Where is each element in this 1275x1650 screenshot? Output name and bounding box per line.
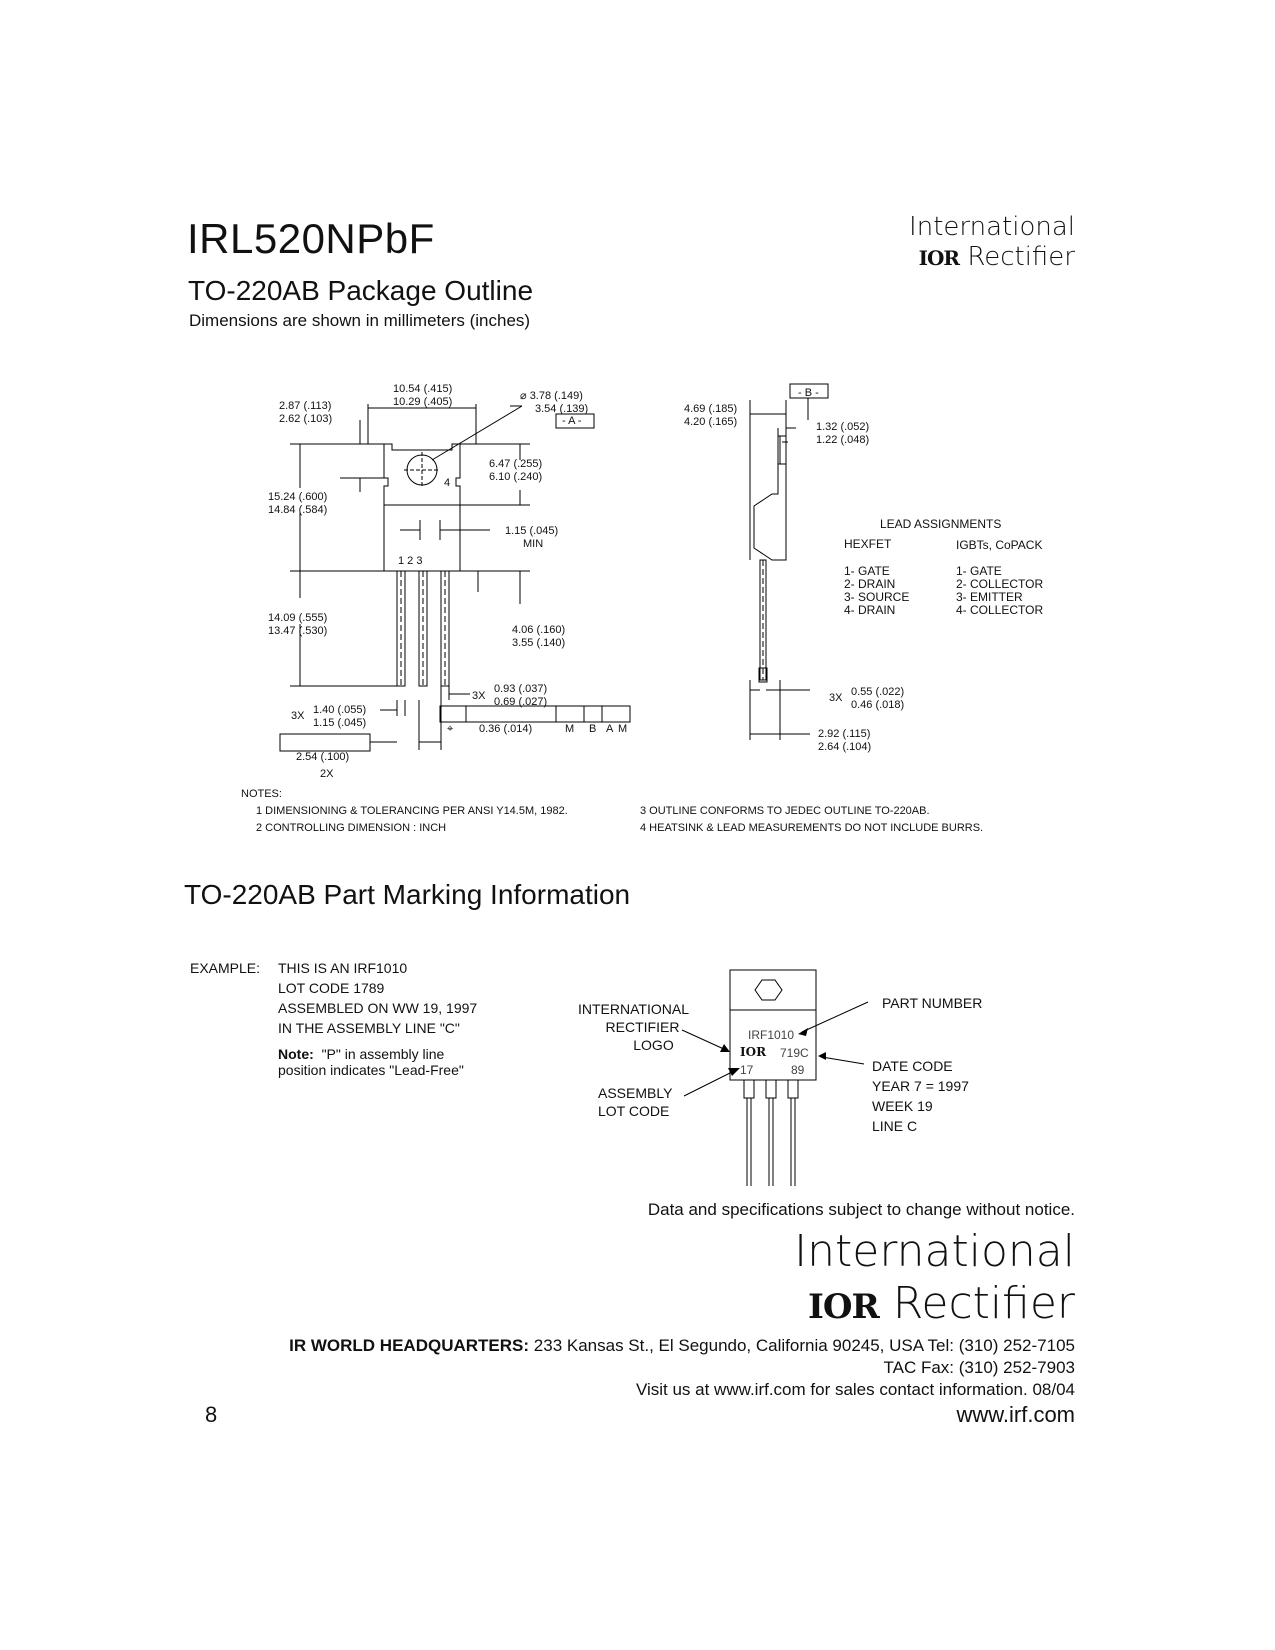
chip-part: IRF1010 <box>748 1028 795 1042</box>
dim-hole: ⌀ 3.78 (.149) <box>520 390 583 402</box>
dim-side-thickness: 4.69 (.185) 4.20 (.165) <box>684 403 738 428</box>
footer-brand-line-1: International <box>794 1226 1075 1277</box>
note-2: 2 CONTROLLING DIMENSION : INCH <box>256 822 447 834</box>
dim-tab-height: 6.47 (.255) 6.10 (.240) <box>489 458 543 483</box>
note-4: 4 HEATSINK & LEAD MEASUREMENTS DO NOT INCLUDE BURRS. <box>640 822 984 834</box>
disclaimer: Data and specifications subject to change without notice. <box>647 1200 1075 1219</box>
tol-m2: M <box>618 723 628 735</box>
footer-url: www.irf.com <box>956 1402 1075 1427</box>
brand-line-1: International <box>909 212 1075 242</box>
lead-col2-head: IGBTs, CoPACK <box>956 538 1043 552</box>
dim-3x-c: 3X <box>829 692 843 704</box>
chip-lot-1: 17 <box>740 1063 754 1077</box>
dim-lead-length: 14.09 (.555) 13.47 (.530) <box>268 612 328 637</box>
footer-brand-line-2: Rectifier <box>892 1278 1075 1329</box>
lead-assignments-title: LEAD ASSIGNMENTS <box>880 517 1002 531</box>
dim-2x: 2X <box>320 768 334 780</box>
dim-width: 10.54 (.415) 10.29 (.405) <box>393 383 453 408</box>
tac-fax: TAC Fax: (310) 252-7903 <box>883 1358 1075 1377</box>
page-title: IRL520NPbF <box>187 215 435 262</box>
chip-lot-2: 89 <box>791 1063 805 1077</box>
lead-col1-head: HEXFET <box>844 537 892 551</box>
date-code-callout: DATE CODE YEAR 7 = 1997 WEEK 19 LINE C <box>872 1058 969 1134</box>
outline-title: TO-220AB Package Outline <box>188 275 534 306</box>
tol-b: B <box>589 723 597 735</box>
visit-line: Visit us at www.irf.com for sales contact information. 08/04 <box>635 1380 1075 1399</box>
marking-title: TO-220AB Part Marking Information <box>184 879 631 910</box>
outline-subtitle: Dimensions are shown in millimeters (inches) <box>189 311 531 330</box>
dim-lead-width: 0.93 (.037) 0.69 (.027) <box>494 683 548 708</box>
tol-a: A <box>606 723 614 735</box>
footer-brand-logo <box>794 1226 1075 1333</box>
dim-lead-shoulder: 4.06 (.160) 3.55 (.140) <box>512 624 566 649</box>
lead-col2-list: 1- GATE 2- COLLECTOR 3- EMITTER 4- COLLECTOR <box>956 564 1044 617</box>
dim-lead-shoulder-width: 1.40 (.055) 1.15 (.045) <box>313 704 367 729</box>
lead-free-note: Note: "P" in assembly line position indicates "Lead-Free" <box>278 1046 464 1078</box>
dim-body-height: 15.24 (.600) 14.84 (.584) <box>268 491 328 516</box>
dim-lead-min: 1.15 (.045) MIN <box>505 525 559 550</box>
ior-logo-icon: IOR <box>918 246 960 270</box>
logo-callout: INTERNATIONAL RECTIFIER LOGO <box>578 1001 689 1053</box>
part-number-callout: PART NUMBER <box>882 995 983 1011</box>
pin-labels: 1 2 3 <box>398 555 423 567</box>
dim-lead-thickness: 0.55 (.022) 0.46 (.018) <box>851 686 905 711</box>
hq-address: IR WORLD HEADQUARTERS: 233 Kansas St., El Segundo, California 90245, USA Tel: (310) 252-7105 <box>289 1336 1075 1355</box>
dim-pitch: 2.54 (.100) <box>296 751 350 763</box>
position-icon: ⌖ <box>447 723 454 735</box>
footer-ior-logo-icon: IOR <box>808 1287 879 1327</box>
dim-lead-offset: 2.92 (.115) 2.64 (.104) <box>818 728 872 753</box>
dim-tab-thickness: 1.32 (.052) 1.22 (.048) <box>816 421 870 446</box>
chip-ior-logo-icon: IOR <box>740 1045 767 1059</box>
datum-b: - B - <box>798 387 819 399</box>
note-3: 3 OUTLINE CONFORMS TO JEDEC OUTLINE TO-220AB. <box>640 805 930 817</box>
tol-m1: M <box>565 723 575 735</box>
notes-label: NOTES: <box>241 788 282 800</box>
pin-4-label: 4 <box>444 477 451 489</box>
example-label: EXAMPLE: <box>190 960 261 976</box>
note-1: 1 DIMENSIONING & TOLERANCING PER ANSI Y14.5M, 1982. <box>256 805 568 817</box>
dim-tab-top: 2.87 (.113) 2.62 (.103) <box>279 400 333 425</box>
dim-3x-a: 3X <box>472 690 486 702</box>
page-number: 8 <box>205 1402 218 1427</box>
assembly-callout: ASSEMBLY LOT CODE <box>598 1085 673 1119</box>
tolerance-value: 0.36 (.014) <box>479 723 533 735</box>
dim-hole-2: 3.54 (.139) <box>535 403 589 415</box>
dim-3x-b: 3X <box>291 710 305 722</box>
example-lines: THIS IS AN IRF1010 LOT CODE 1789 ASSEMBLED ON WW 19, 1997 IN THE ASSEMBLY LINE "C" <box>278 960 478 1036</box>
lead-col1-list: 1- GATE 2- DRAIN 3- SOURCE 4- DRAIN <box>844 564 910 617</box>
brand-line-2: Rectifier <box>967 242 1075 272</box>
chip-date: 719C <box>780 1046 809 1060</box>
datum-a: - A - <box>562 415 582 427</box>
